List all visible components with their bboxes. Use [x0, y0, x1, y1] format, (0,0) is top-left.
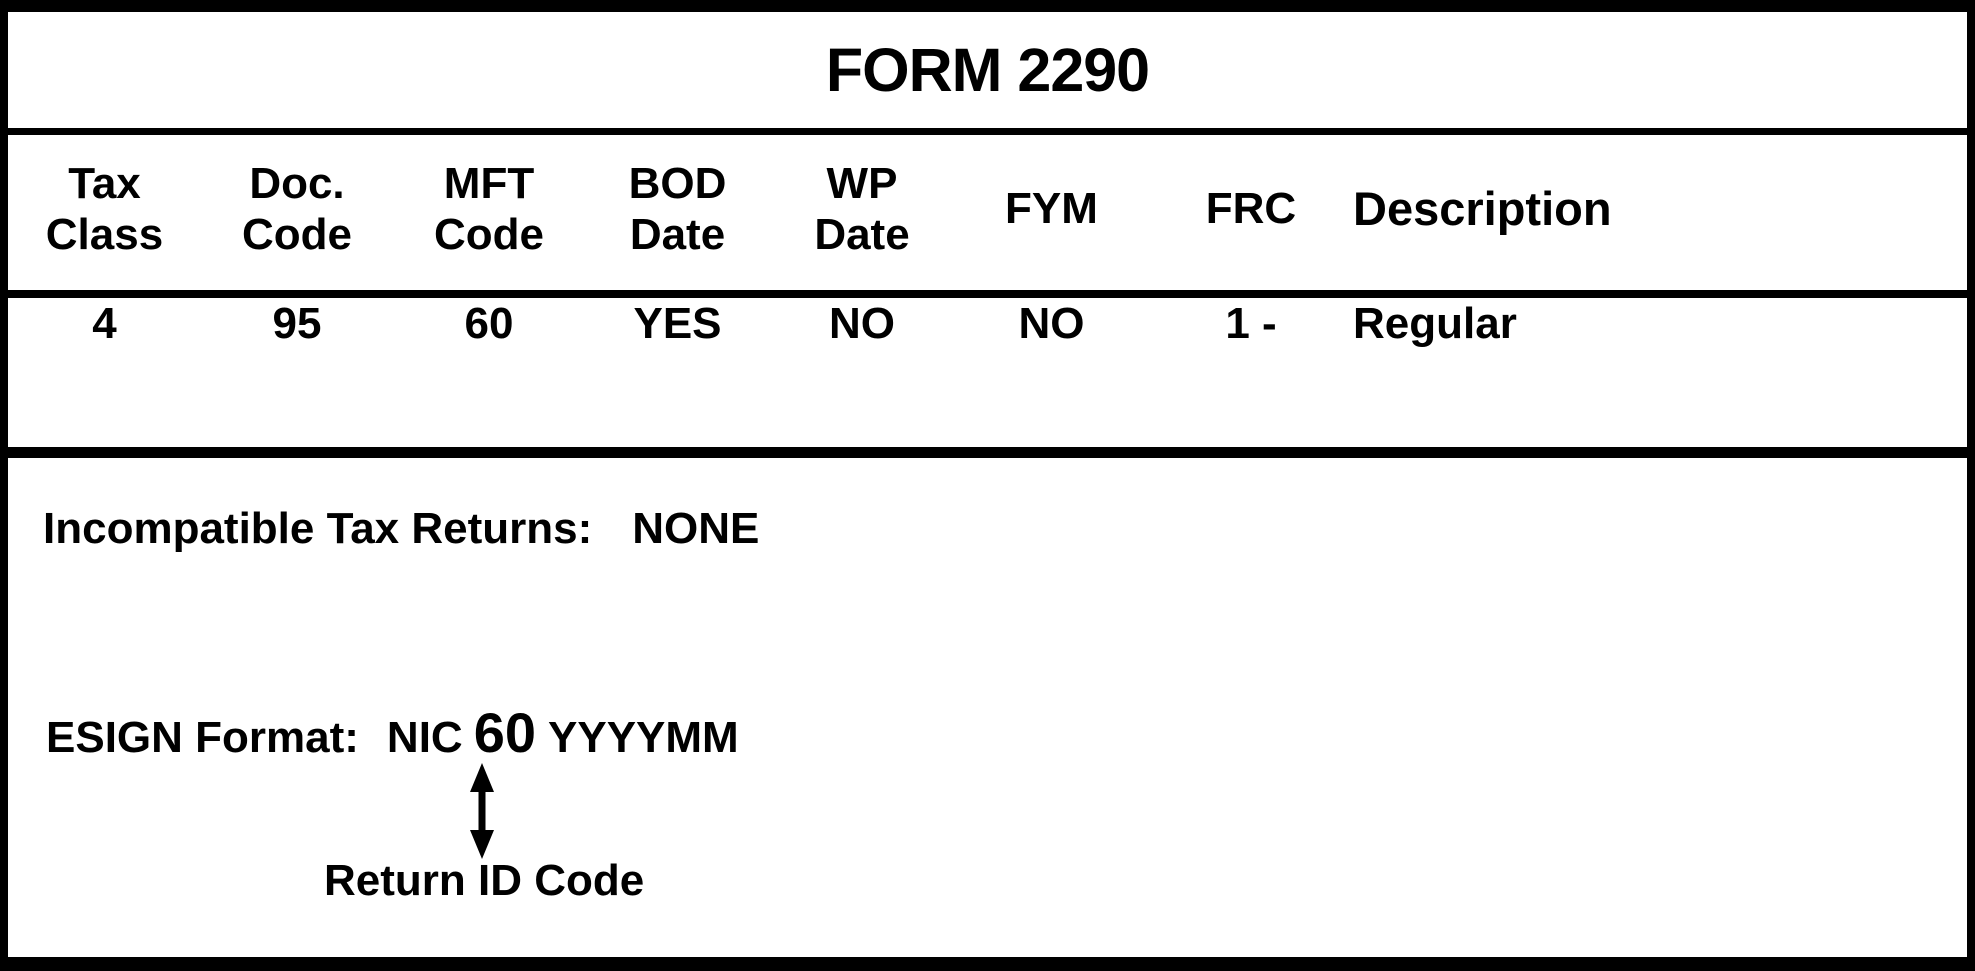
header-cell-tax-class	[8, 135, 201, 290]
header-line-1: FRC	[1205, 184, 1297, 233]
data-cell-frc: 1 -	[1225, 299, 1277, 348]
esign-date-format: YYYYMM	[548, 713, 739, 762]
header-cell-fym	[954, 135, 1149, 290]
header-line-2: Code	[242, 209, 352, 259]
header-line-1: BOD	[628, 158, 727, 208]
data-cell-wp-date: NO	[829, 299, 895, 348]
header-line-1: Description	[1353, 182, 1612, 235]
header-line-1: Tax	[68, 158, 141, 208]
incompatible-returns-label: Incompatible Tax Returns:	[43, 504, 593, 553]
header-line-1: FYM	[1005, 184, 1098, 233]
double-arrow-icon	[466, 763, 498, 859]
title-section	[8, 12, 1967, 135]
return-id-code-label: Return ID Code	[324, 856, 645, 905]
table-data-row	[8, 298, 1967, 458]
header-cell-description	[1353, 135, 1967, 290]
data-cell-description: Regular	[1353, 299, 1517, 348]
header-line-1: WP	[826, 158, 898, 208]
data-cell-bod-date: YES	[633, 299, 722, 348]
esign-format-label: ESIGN Format:	[46, 713, 359, 762]
lower-section	[8, 458, 1967, 957]
data-cell-mft-code: 60	[464, 299, 514, 348]
table-header-row	[8, 135, 1967, 298]
header-line-1: Doc.	[249, 158, 345, 208]
header-cell-doc-code	[201, 135, 393, 290]
incompatible-returns-value: NONE	[632, 504, 760, 553]
esign-return-id-code-value: 60	[473, 701, 536, 764]
header-line-2: Date	[629, 209, 726, 259]
header-cell-bod-date	[585, 135, 770, 290]
header-cell-mft-code	[393, 135, 585, 290]
header-cell-frc	[1149, 135, 1353, 290]
header-line-1: MFT	[443, 158, 535, 208]
data-cell-tax-class: 4	[92, 299, 117, 348]
header-cell-wp-date	[770, 135, 954, 290]
form-title: FORM 2290	[825, 36, 1150, 104]
esign-format-line	[46, 700, 739, 765]
data-cell-fym: NO	[1018, 299, 1085, 348]
header-line-2: Date	[814, 209, 910, 259]
incompatible-returns-line	[43, 504, 759, 554]
header-line-2: Code	[434, 209, 544, 259]
data-cell-doc-code: 95	[272, 299, 322, 348]
esign-nic-text: NIC	[386, 713, 463, 762]
header-line-2: Class	[45, 209, 164, 259]
